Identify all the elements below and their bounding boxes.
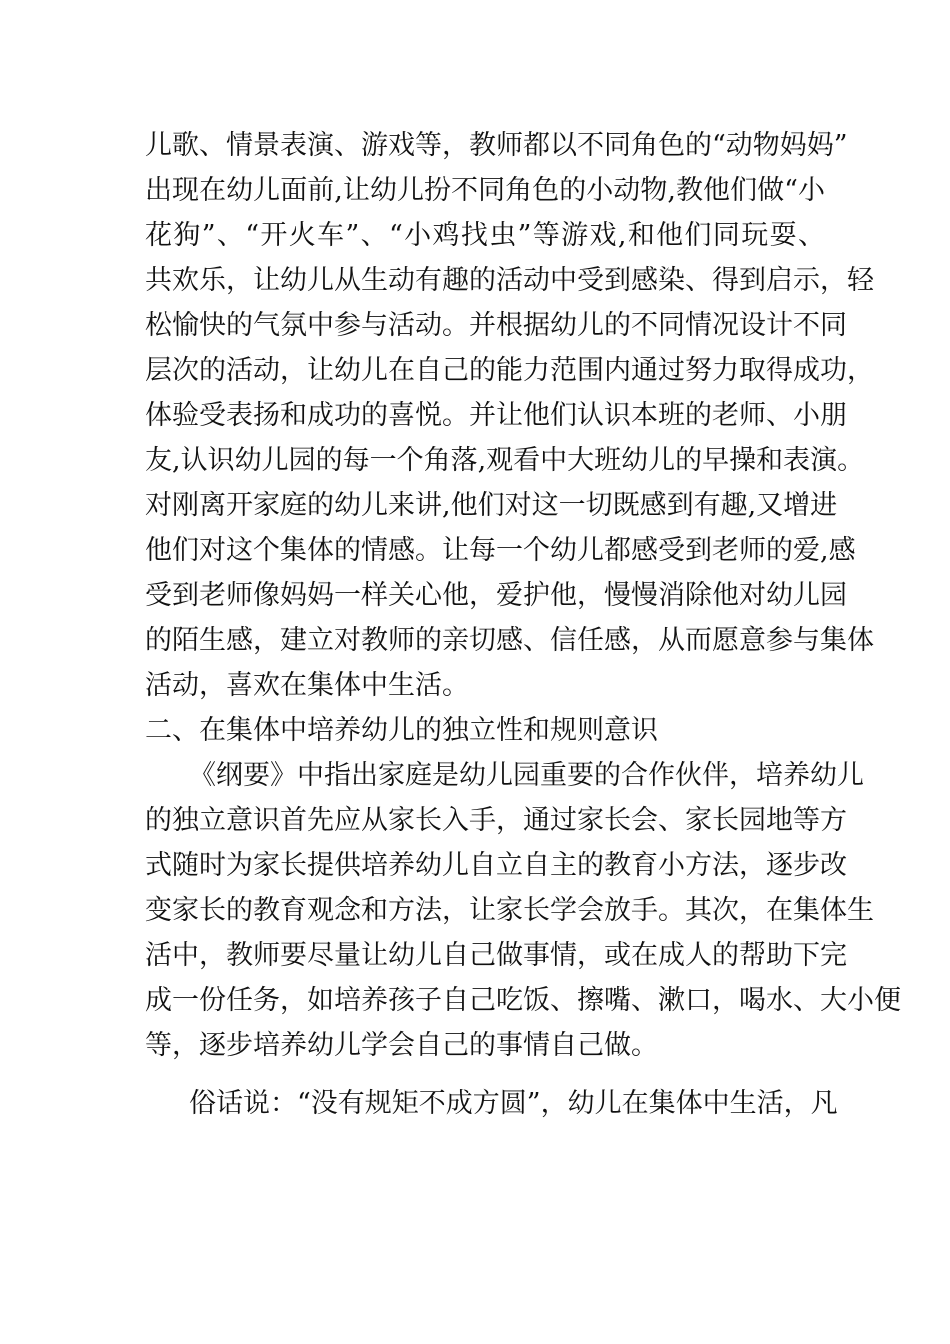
text-line: 体验受表扬和成功的喜悦。并让他们认识本班的老师、小朋 [145, 400, 847, 431]
text-line: 花狗”、“开火车”、“小鸡找虫”等游戏,和他们同玩耍、 [145, 220, 825, 251]
text-line: 等，逐步培养幼儿学会自己的事情自己做。 [145, 1030, 658, 1061]
text-line: 式随时为家长提供培养幼儿自立自主的教育小方法，逐步改 [145, 850, 847, 881]
text-line: 俗话说：“没有规矩不成方圆”，幼儿在集体中生活，凡 [189, 1088, 838, 1119]
document-body [145, 123, 901, 1126]
text-line: 松愉快的气氛中参与活动。并根据幼儿的不同情况设计不同 [145, 310, 847, 341]
text-line: 儿歌、情景表演、游戏等，教师都以不同角色的“动物妈妈” [145, 130, 848, 161]
text-line: 活动，喜欢在集体中生活。 [145, 670, 469, 701]
paragraph-spacer [145, 1068, 825, 1081]
text-line: 受到老师像妈妈一样关心他，爱护他，慢慢消除他对幼儿园 [145, 580, 847, 611]
text-line: 层次的活动，让幼儿在自己的能力范围内通过努力取得成功， [145, 355, 874, 386]
text-line: 对刚离开家庭的幼儿来讲,他们对这一切既感到有趣,又增进 [145, 490, 838, 521]
text-line: 活中，教师要尽量让幼儿自己做事情，或在成人的帮助下完 [145, 940, 847, 971]
text-line: 的独立意识首先应从家长入手，通过家长会、家长园地等方 [145, 805, 847, 836]
paragraph-2 [145, 753, 901, 1068]
section-heading: 二、在集体中培养幼儿的独立性和规则意识 [145, 715, 658, 746]
text-line: 共欢乐，让幼儿从生动有趣的活动中受到感染、得到启示，轻 [145, 265, 874, 296]
text-line: 友,认识幼儿园的每一个角落,观看中大班幼儿的早操和表演。 [145, 445, 865, 476]
paragraph-1 [145, 123, 874, 708]
paragraph-3 [145, 1081, 838, 1126]
text-line: 《纲要》中指出家庭是幼儿园重要的合作伙伴，培养幼儿 [189, 760, 864, 791]
text-line: 的陌生感，建立对教师的亲切感、信任感，从而愿意参与集体 [145, 625, 874, 656]
text-line: 成一份任务，如培养孩子自己吃饭、擦嘴、漱口，喝水、大小便 [145, 985, 901, 1016]
text-line: 他们对这个集体的情感。让每一个幼儿都感受到老师的爱,感 [145, 535, 856, 566]
text-line: 变家长的教育观念和方法，让家长学会放手。其次，在集体生 [145, 895, 874, 926]
text-line: 出现在幼儿面前,让幼儿扮不同角色的小动物,教他们做“小 [145, 175, 825, 206]
